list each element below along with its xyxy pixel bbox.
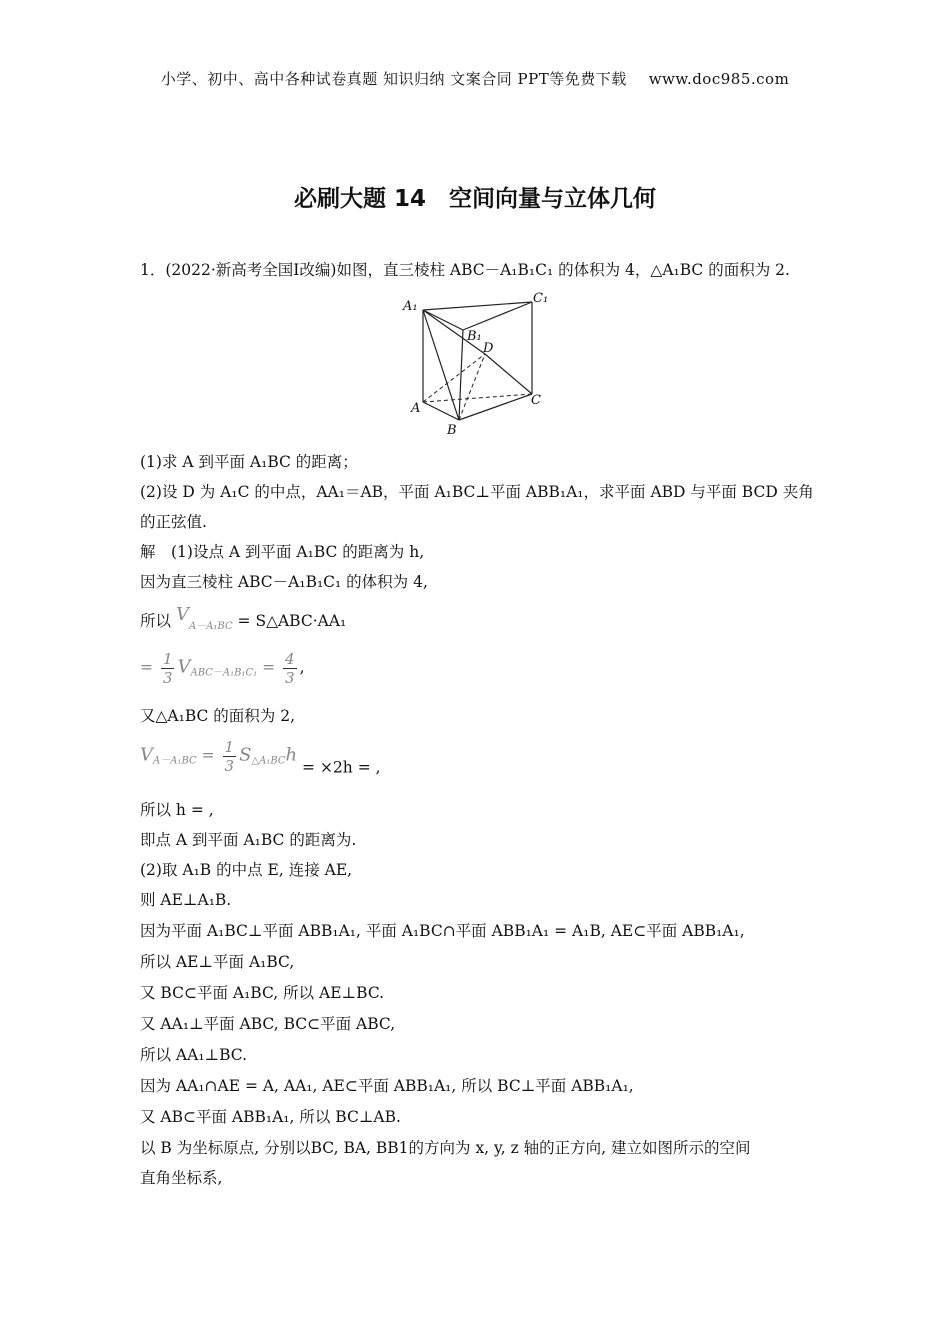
solution-formula-1 bbox=[140, 604, 346, 632]
volume-symbol: V bbox=[140, 744, 153, 766]
label-c: C bbox=[531, 393, 541, 408]
text: 所以 bbox=[140, 612, 172, 630]
question-2: (2)设 D 为 A₁C 的中点，AA₁＝AB，平面 A₁BC⊥平面 ABB₁A₁，求平面 ABD 与平面 BCD 夹角 bbox=[140, 483, 814, 501]
volume-symbol: V bbox=[175, 604, 189, 625]
solution-line: 又 AB⊂平面 ABB₁A₁, 所以 BC⊥AB. bbox=[140, 1108, 401, 1126]
prism-figure bbox=[395, 288, 565, 438]
problem-intro: 1．(2022·新高考全国Ⅰ改编)如图，直三棱柱 ABC－A₁B₁C₁ 的体积为 4，△A₁BC 的面积为 2. bbox=[140, 261, 790, 279]
formula-text: = S△ABC·AA₁ bbox=[237, 612, 347, 630]
solution-line: 又 BC⊂平面 A₁BC, 所以 AE⊥BC. bbox=[140, 984, 385, 1002]
height-symbol: h bbox=[285, 744, 298, 766]
equals: = bbox=[140, 658, 153, 677]
solution-line: 以 B 为坐标原点, 分别以BC, BA, BB1的方向为 x, y, z 轴的正方向, 建立如图所示的空间 bbox=[140, 1139, 751, 1157]
solution-line: 解 (1)设点 A 到平面 A₁BC 的距离为 h, bbox=[140, 543, 425, 561]
question-2-cont: 的正弦值. bbox=[140, 513, 207, 531]
comma: , bbox=[299, 658, 305, 677]
edge-bb1 bbox=[459, 330, 463, 420]
equals: = bbox=[201, 746, 215, 765]
header-text: 小学、初中、高中各种试卷真题 知识归纳 文案合同 PPT等免费下载 bbox=[160, 70, 627, 88]
edge-a1b bbox=[423, 310, 459, 420]
solution-line: 则 AE⊥A₁B. bbox=[140, 891, 232, 909]
edge-ac-hidden bbox=[423, 394, 532, 402]
label-a: A bbox=[411, 401, 421, 416]
solution-line: 即点 A 到平面 A₁BC 的距离为. bbox=[140, 831, 357, 849]
page-header bbox=[0, 68, 950, 89]
question-1: (1)求 A 到平面 A₁BC 的距离； bbox=[140, 453, 358, 471]
solution-line: 因为直三棱柱 ABC－A₁B₁C₁ 的体积为 4, bbox=[140, 573, 428, 591]
area-subscript: △A₁BC bbox=[251, 755, 286, 767]
area-symbol: S bbox=[239, 744, 252, 766]
formula-text: = ×2h = , bbox=[302, 758, 381, 777]
label-d: D bbox=[483, 341, 494, 356]
label-b: B bbox=[447, 423, 457, 438]
volume-subscript: ABC－A₁B₁C₁ bbox=[190, 667, 258, 679]
solution-line: 直角坐标系, bbox=[140, 1169, 223, 1187]
label-a1: A₁ bbox=[403, 299, 418, 314]
label-c1: C₁ bbox=[533, 291, 549, 306]
solution-line: (2)取 A₁B 的中点 E, 连接 AE, bbox=[140, 861, 353, 879]
volume-symbol: V bbox=[177, 656, 191, 678]
solution-line: 所以 h = , bbox=[140, 801, 214, 819]
header-url[interactable]: www.doc985.com bbox=[648, 70, 790, 88]
solution-formula-3 bbox=[140, 738, 381, 777]
volume-subscript: A－A₁BC bbox=[188, 621, 233, 632]
solution-line: 又△A₁BC 的面积为 2, bbox=[140, 707, 296, 725]
solution-line: 因为平面 A₁BC⊥平面 ABB₁A₁, 平面 A₁BC∩平面 ABB₁A₁ = A₁B, AE⊂平面 ABB₁A₁, bbox=[140, 922, 745, 940]
solution-line: 又 AA₁⊥平面 ABC, BC⊂平面 ABC, bbox=[140, 1015, 396, 1033]
solution-line: 因为 AA₁∩AE = A, AA₁, AE⊂平面 ABB₁A₁, 所以 BC⊥平面 ABB₁A₁, bbox=[140, 1077, 634, 1095]
solution-formula-2 bbox=[140, 650, 305, 687]
label-b1: B₁ bbox=[467, 329, 482, 344]
equals: = bbox=[262, 658, 276, 677]
page-title: 必刷大题 14 空间向量与立体几何 bbox=[293, 186, 656, 212]
fraction: $\frac{1}{3}$ bbox=[162, 650, 173, 687]
edge-dc bbox=[485, 354, 532, 394]
volume-subscript: A－A₁BC bbox=[153, 755, 197, 767]
fraction: $\frac{4}{3}$ bbox=[285, 650, 295, 687]
edge-bd-hidden bbox=[459, 354, 485, 420]
fraction: $\frac{1}{3}$ bbox=[224, 738, 235, 775]
edge-bc bbox=[459, 394, 532, 420]
solution-line: 所以 AE⊥平面 A₁BC, bbox=[140, 953, 295, 971]
solution-line: 所以 AA₁⊥BC. bbox=[140, 1046, 248, 1064]
